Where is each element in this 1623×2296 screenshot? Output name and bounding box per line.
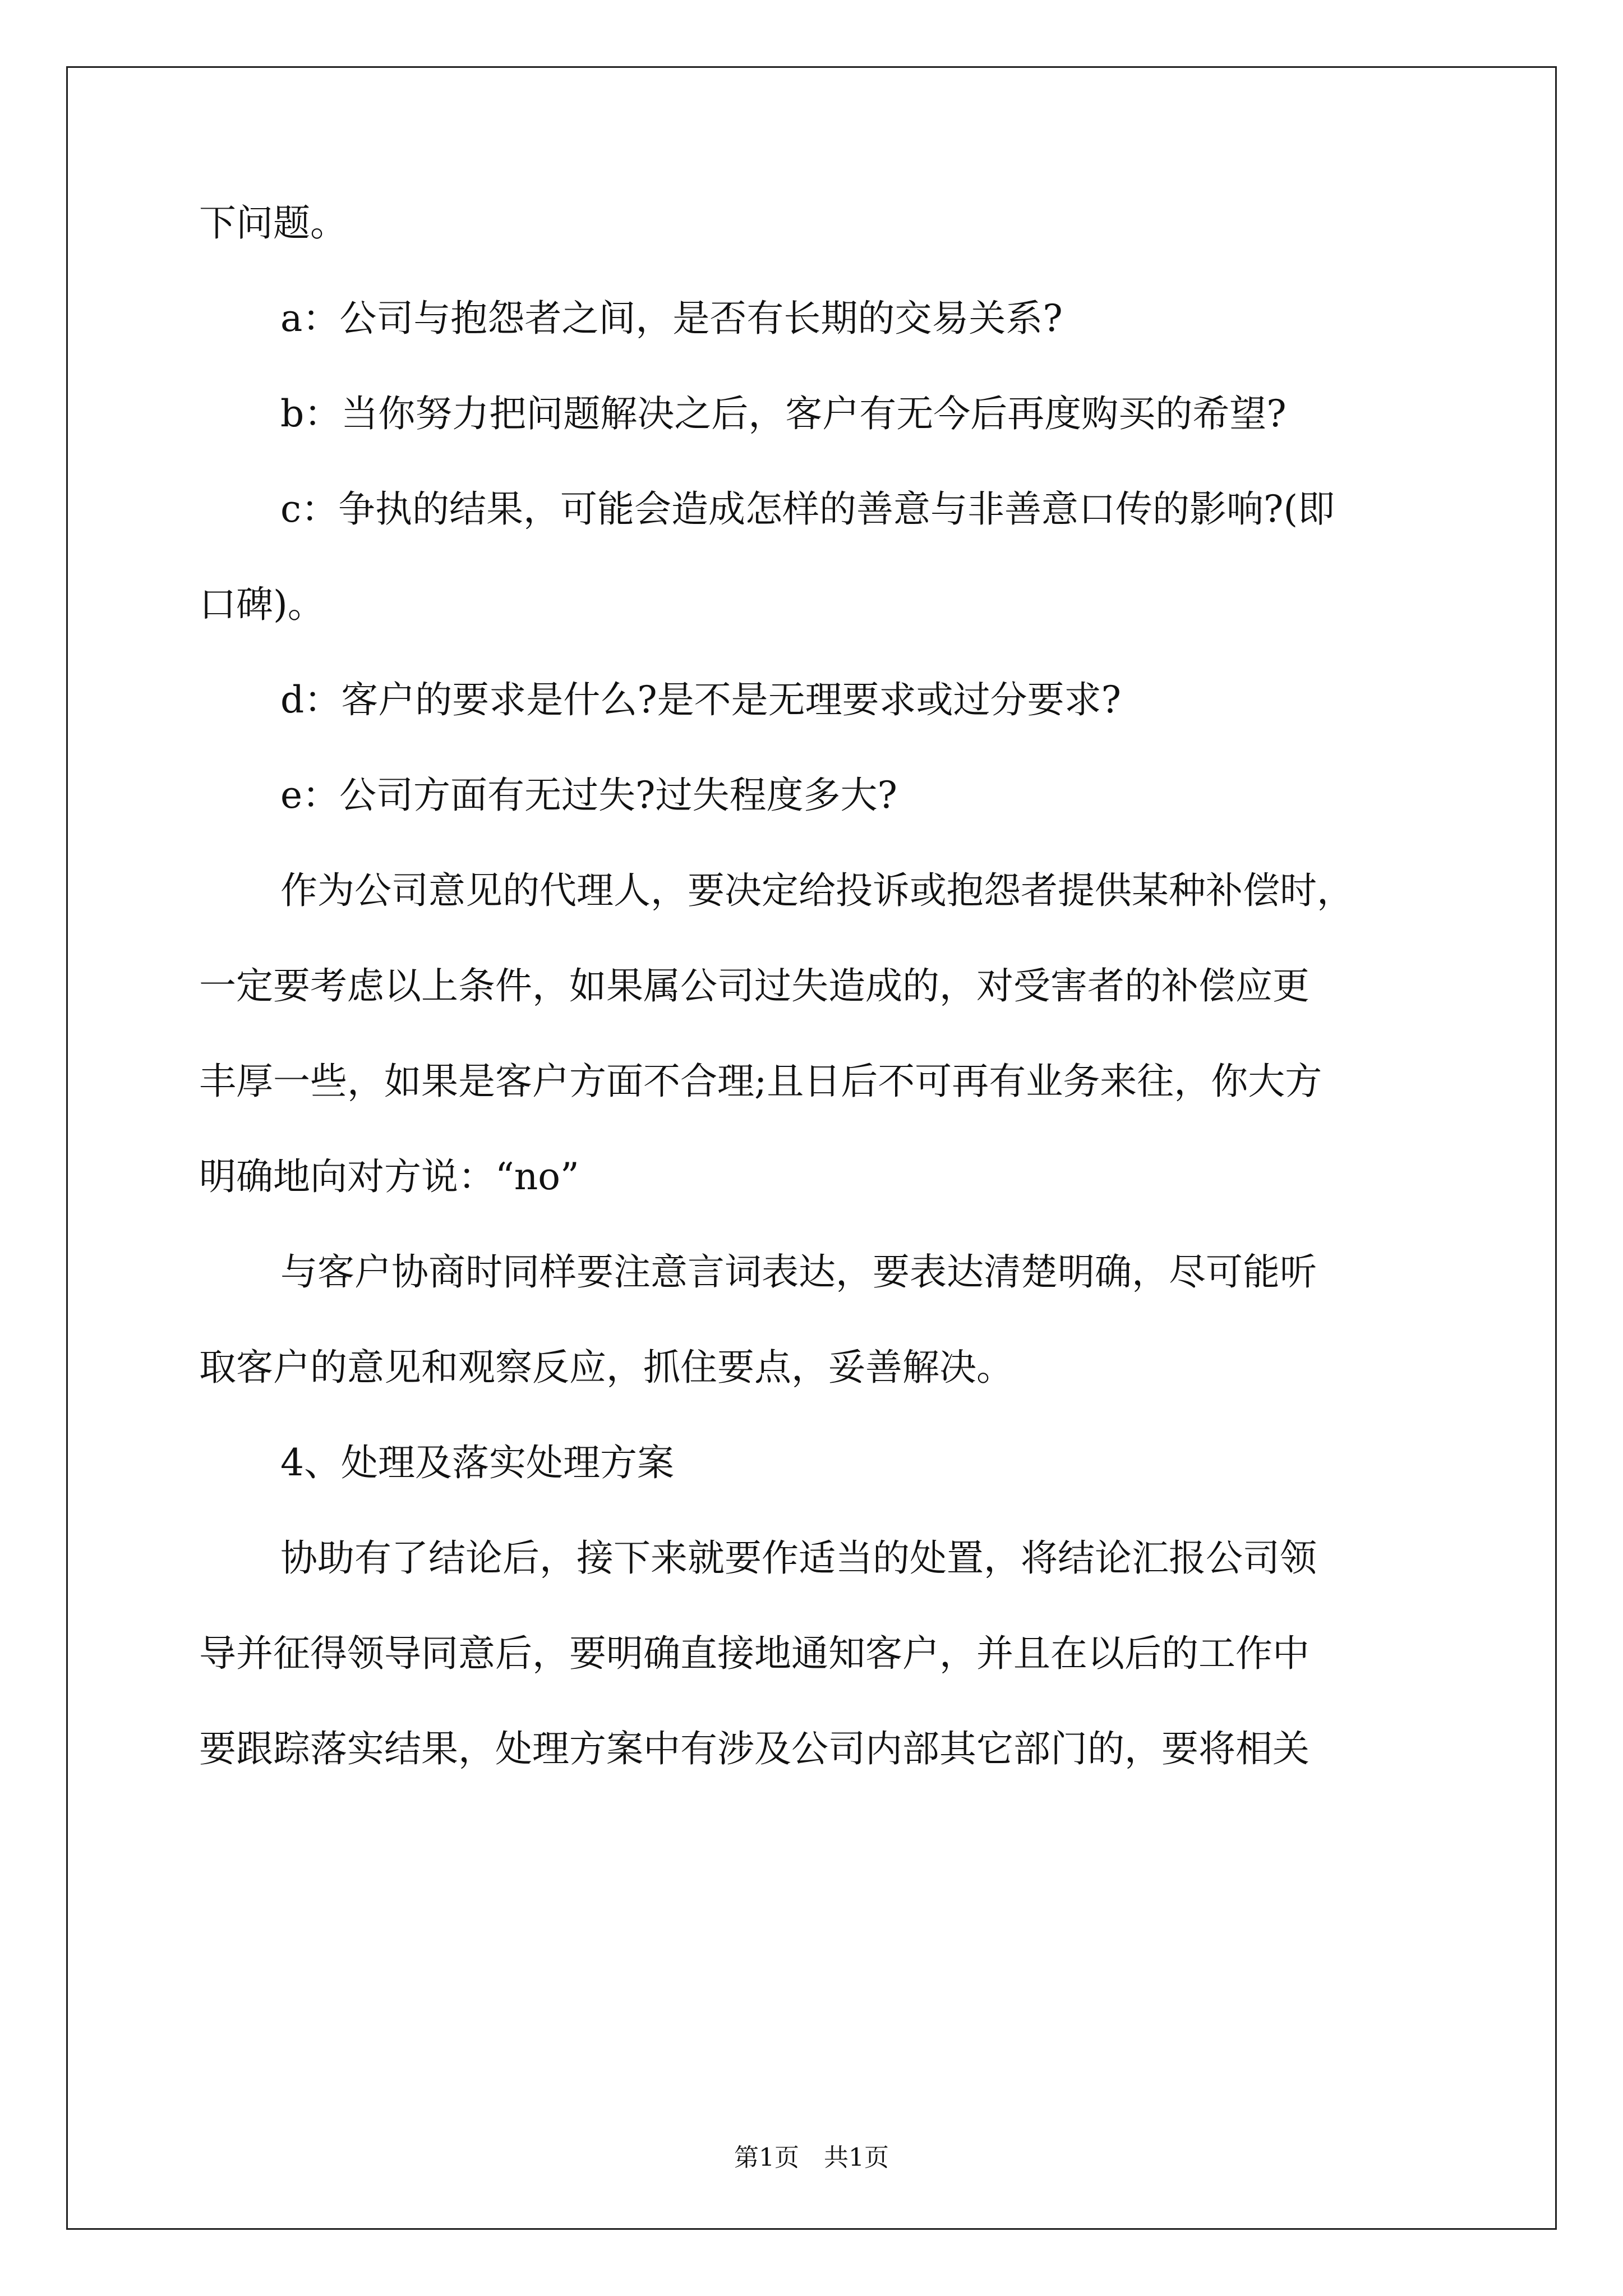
- text-line: 口碑)。: [199, 583, 325, 626]
- text-line: 导并征得领导同意后，要明确直接地通知客户，并且在以后的工作中: [199, 1632, 1310, 1675]
- text-line: 丰厚一些，如果是客户方面不合理;且日后不可再有业务来往，你大方: [199, 1060, 1322, 1103]
- page-border: [66, 66, 1557, 2230]
- text-line: a：公司与抱怨者之间，是否有长期的交易关系?: [280, 297, 1063, 340]
- section-heading: 4、处理及落实处理方案: [280, 1441, 674, 1484]
- text-line: 一定要考虑以上条件，如果属公司过失造成的，对受害者的补偿应更: [199, 964, 1310, 1007]
- text-line: 协助有了结论后，接下来就要作适当的处置，将结论汇报公司领: [280, 1536, 1317, 1580]
- text-line: 与客户协商时同样要注意言词表达，要表达清楚明确，尽可能听: [280, 1250, 1317, 1294]
- text-line: 明确地向对方说：“no”: [199, 1155, 579, 1198]
- text-line: 作为公司意见的代理人，要决定给投诉或抱怨者提供某种补偿时，: [280, 869, 1354, 912]
- page-number-footer: 第1页 共1页: [734, 2143, 889, 2172]
- text-line: e：公司方面有无过失?过失程度多大?: [280, 774, 897, 817]
- text-line: b：当你努力把问题解决之后，客户有无今后再度购买的希望?: [280, 392, 1287, 435]
- text-line: d：客户的要求是什么?是不是无理要求或过分要求?: [280, 678, 1122, 721]
- text-line: 要跟踪落实结果，处理方案中有涉及公司内部其它部门的，要将相关: [199, 1727, 1310, 1770]
- text-line: 取客户的意见和观察反应，抓住要点，妥善解决。: [199, 1346, 1013, 1389]
- text-line: c：争执的结果，可能会造成怎样的善意与非善意口传的影响?(即: [280, 487, 1335, 531]
- text-line: 下问题。: [199, 201, 347, 245]
